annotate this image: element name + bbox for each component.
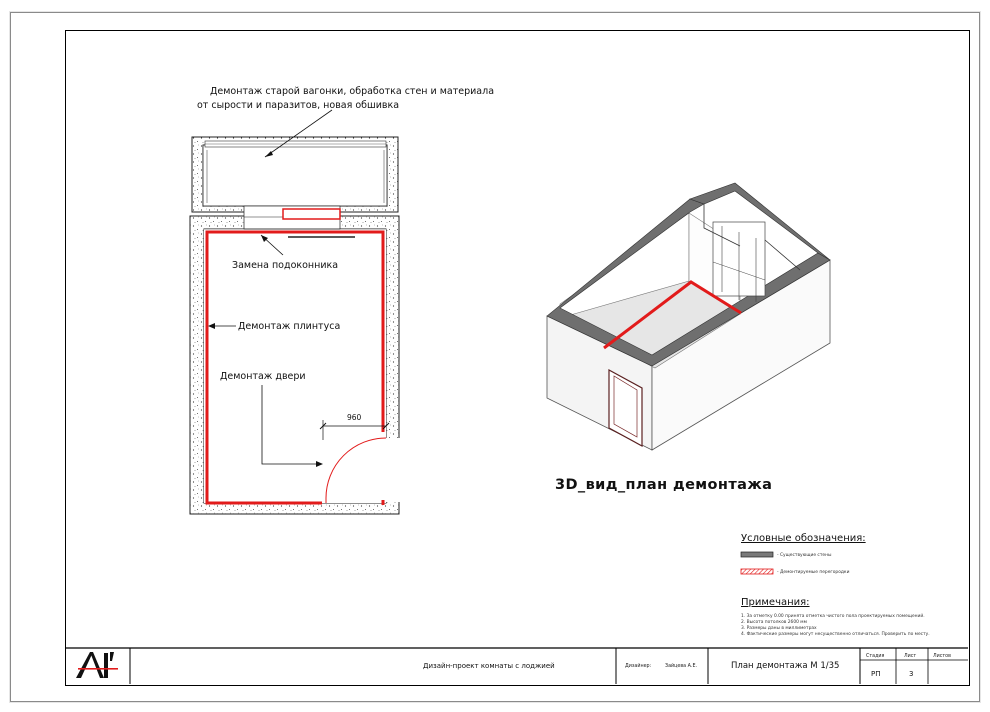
col-sheet-label: Лист <box>904 654 917 659</box>
designer-name: Зайцева А.Е. <box>665 664 698 669</box>
col-sheets-label: Листов <box>933 654 951 659</box>
legend-label-walls: - Существующие стены <box>777 553 832 558</box>
view3d-title: 3D_вид_план демонтажа <box>555 477 773 493</box>
annotation-wall-line2: от сырости и паразитов, новая обшивка <box>197 100 400 111</box>
logo <box>76 652 118 678</box>
stage-value: РП <box>871 670 881 678</box>
floor-plan <box>190 110 400 514</box>
designer-label: Дизайнер: <box>625 664 652 669</box>
annotation-sill: Замена подоконника <box>232 260 339 271</box>
project-title: Дизайн-проект комнаты с лоджией <box>423 662 555 670</box>
note-1: 1. За отметку 0.00 принята отметка чистого пола проектируемых помещений. <box>741 614 925 619</box>
loggia-interior <box>203 145 387 206</box>
col-stage-label: Стадия <box>866 654 885 659</box>
note-2: 2. Высота потолков 2600 мм <box>741 620 807 625</box>
notes-title: Примечания: <box>741 597 810 608</box>
sheet-number: 3 <box>909 670 914 678</box>
annotation-wall-line1: Демонтаж старой вагонки, обработка стен и материала <box>210 86 495 97</box>
note-3: 3. Размеры даны в миллиметрах <box>741 626 817 631</box>
legend-label-demolition: - Демонтируемые перегородки <box>777 570 850 575</box>
note-4: 4. Фактические размеры могут несущественно отличаться. Проверить по месту. <box>741 632 930 637</box>
legend-swatch-walls <box>741 552 773 557</box>
isometric-view <box>547 183 830 450</box>
annotation-skirting: Демонтаж плинтуса <box>238 321 341 332</box>
legend-title: Условные обозначения: <box>741 533 866 544</box>
sheet-title: План демонтажа М 1/35 <box>731 661 840 671</box>
dimension-label: 960 <box>347 413 362 422</box>
legend-swatch-demolition <box>741 569 773 574</box>
annotation-door: Демонтаж двери <box>220 371 306 382</box>
